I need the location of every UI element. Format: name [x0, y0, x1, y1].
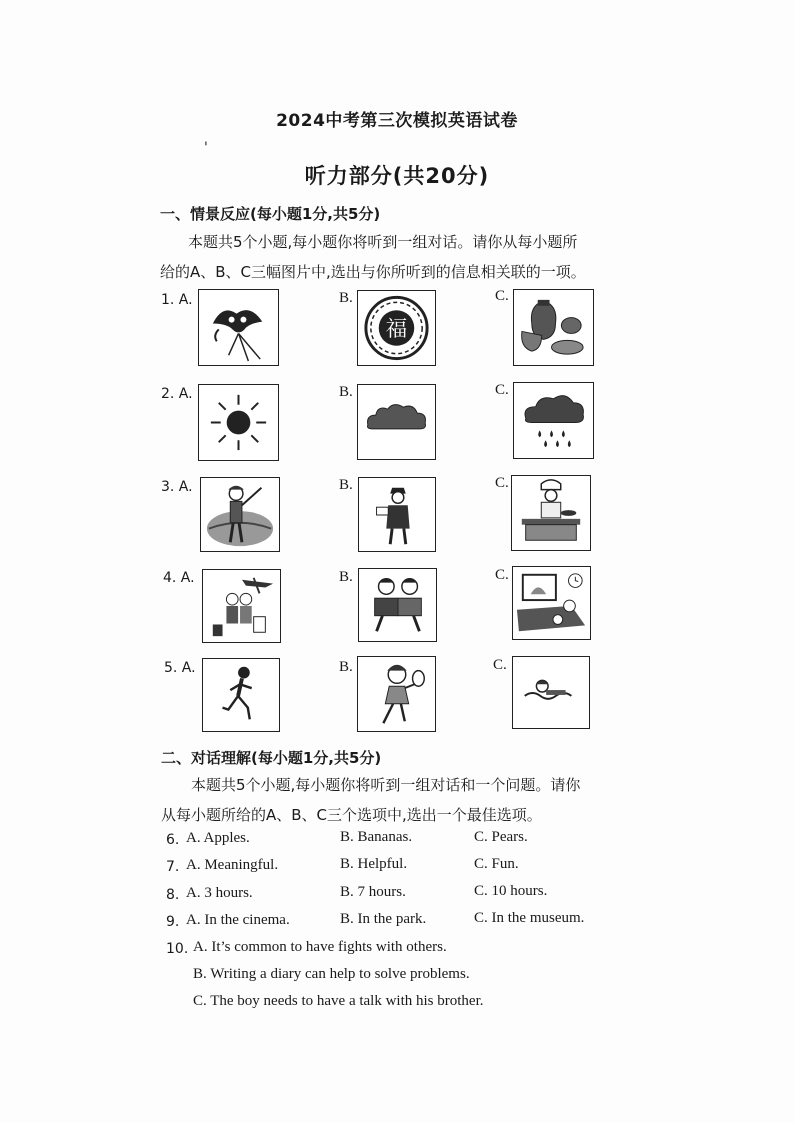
q1-picture-b[interactable] [357, 290, 436, 366]
q5-label-c: C. [493, 657, 507, 673]
children-reading-icon [359, 569, 436, 641]
section1-instructions [160, 227, 630, 287]
part-title: 听力部分(共20分) [304, 164, 490, 188]
q5-picture-b[interactable] [357, 656, 436, 732]
q4-picture-b[interactable] [358, 568, 437, 642]
q4-label-a: 4. A. [163, 570, 195, 586]
cook-icon [512, 476, 590, 550]
q4-picture-a[interactable] [202, 569, 281, 643]
q3-label-a: 3. A. [161, 479, 193, 495]
q9-option-b[interactable]: B. In the park. [340, 911, 427, 927]
q5-label-a: 5. A. [164, 660, 196, 676]
q9-option-a[interactable]: A. In the cinema. [186, 912, 290, 928]
q3-picture-c[interactable] [511, 475, 591, 551]
q1-label-a: 1. A. [161, 292, 193, 308]
q8-option-a[interactable]: A. 3 hours. [186, 885, 253, 901]
q4-label-c: C. [495, 567, 509, 583]
travelers-icon [203, 570, 280, 642]
swimmer-icon [513, 657, 589, 728]
q8-option-c[interactable]: C. 10 hours. [474, 883, 548, 899]
q2-picture-b[interactable] [357, 384, 436, 460]
cloud-icon [358, 385, 435, 459]
section1-heading: 一、情景反应(每小题1分,共5分) [160, 205, 381, 223]
q7-number: 7. [166, 859, 180, 875]
rain-cloud-icon [514, 383, 593, 458]
section1-instruction-line1: 本题共5个小题,每小题你将听到一组对话。请你从每小题所 [188, 233, 578, 251]
section2-instruction-line2: 从每小题所给的A、B、C三个选项中,选出一个最佳选项。 [161, 806, 542, 824]
q2-picture-a[interactable] [198, 384, 279, 461]
q3-picture-a[interactable] [200, 477, 280, 552]
q8-number: 8. [166, 887, 180, 903]
tennis-girl-icon [358, 657, 435, 731]
q6-option-a[interactable]: A. Apples. [186, 830, 250, 846]
q2-label-b: B. [339, 384, 353, 400]
q5-label-b: B. [339, 659, 353, 675]
q9-number: 9. [166, 914, 180, 930]
q3-picture-b[interactable] [358, 477, 436, 552]
q5-picture-a[interactable] [202, 658, 280, 732]
pottery-jars-icon [514, 290, 593, 365]
section1-instruction-line2: 给的A、B、C三幅图片中,选出与你所听到的信息相关联的一项。 [160, 263, 586, 281]
q10-option-c[interactable]: C. The boy needs to have a talk with his brother. [193, 993, 484, 1009]
q6-number: 6. [166, 832, 180, 848]
farmer-icon [201, 478, 279, 551]
postman-icon [359, 478, 435, 551]
runner-icon [203, 659, 279, 731]
family-watching-tv-icon [513, 567, 590, 639]
section2-instruction-line1: 本题共5个小题,每小题你将听到一组对话和一个问题。请你 [191, 776, 581, 794]
svg-text:福: 福 [385, 316, 408, 342]
q1-label-c: C. [495, 288, 509, 304]
kite-icon [199, 290, 278, 365]
stray-mark: ' [204, 140, 208, 156]
q9-option-c[interactable]: C. In the museum. [474, 910, 585, 926]
q6-option-b[interactable]: B. Bananas. [340, 829, 413, 845]
section2-heading: 二、对话理解(每小题1分,共5分) [161, 749, 382, 767]
q3-label-c: C. [495, 475, 509, 491]
q7-option-a[interactable]: A. Meaningful. [186, 857, 279, 873]
q2-label-c: C. [495, 382, 509, 398]
q4-picture-c[interactable] [512, 566, 591, 640]
q4-label-b: B. [339, 569, 353, 585]
q6-option-c[interactable]: C. Pears. [474, 829, 528, 845]
section2-instructions [161, 770, 641, 830]
q2-picture-c[interactable] [513, 382, 594, 459]
q7-option-c[interactable]: C. Fun. [474, 856, 519, 872]
q2-label-a: 2. A. [161, 386, 193, 402]
q8-option-b[interactable]: B. 7 hours. [340, 884, 406, 900]
sun-icon [199, 385, 278, 460]
q1-picture-a[interactable] [198, 289, 279, 366]
exam-title: 2024中考第三次模拟英语试卷 [276, 111, 518, 131]
q10-option-b[interactable]: B. Writing a diary can help to solve problems. [193, 966, 470, 982]
q10-option-a[interactable]: A. It’s common to have fights with others. [193, 939, 447, 955]
q3-label-b: B. [339, 477, 353, 493]
q5-picture-c[interactable] [512, 656, 590, 729]
q10-number: 10. [166, 941, 189, 957]
q7-option-b[interactable]: B. Helpful. [340, 856, 408, 872]
paper-cut-fu-icon [358, 291, 435, 365]
q1-label-b: B. [339, 290, 353, 306]
q1-picture-c[interactable] [513, 289, 594, 366]
